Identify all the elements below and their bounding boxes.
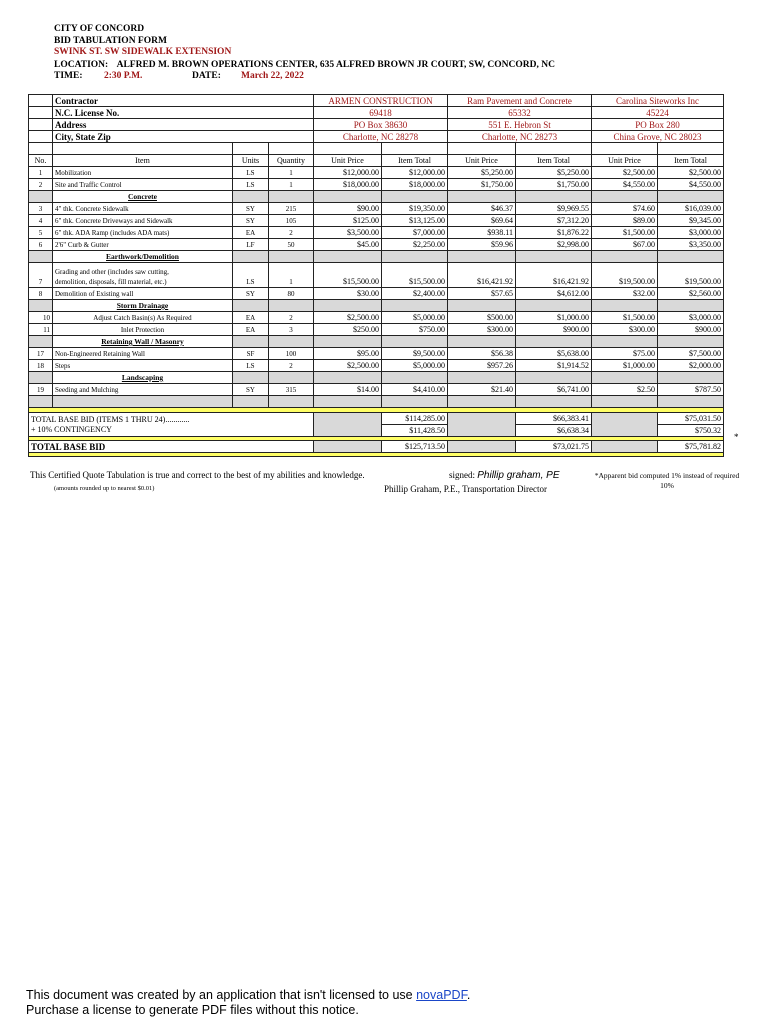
unit-price: $57.65 — [448, 288, 516, 300]
contractor-row — [29, 95, 724, 107]
table-row — [29, 324, 724, 336]
item-qty: 2 — [269, 227, 314, 239]
item-total: $7,312.20 — [516, 215, 592, 227]
item-total: $4,612.00 — [516, 288, 592, 300]
item-total: $13,125.00 — [382, 215, 448, 227]
item-total: $19,500.00 — [658, 263, 724, 288]
section-earthwork: Earthwork/Demolition — [53, 251, 233, 263]
item-desc-line-2: demolition, disposals, fill material, etc.) — [55, 278, 167, 286]
unit-price: $300.00 — [592, 324, 658, 336]
item-units: LS — [233, 263, 269, 288]
unit-price: $4,550.00 — [592, 179, 658, 191]
section-row — [29, 191, 724, 203]
item-no: 11 — [29, 324, 53, 336]
item-units: LS — [233, 360, 269, 372]
item-total: $3,000.00 — [658, 312, 724, 324]
date-label: DATE: — [192, 71, 221, 81]
contractor-3-city: China Grove, NC 28023 — [592, 131, 724, 143]
item-units: LS — [233, 167, 269, 179]
item-desc: Demolition of Existing wall — [53, 288, 233, 300]
unit-price: $957.26 — [448, 360, 516, 372]
item-total: $2,400.00 — [382, 288, 448, 300]
contractor-1-license: 69418 — [314, 107, 448, 119]
unit-price: $75.00 — [592, 348, 658, 360]
unit-price: $32.00 — [592, 288, 658, 300]
rounding-note: (amounts rounded up to nearest $0.01) — [54, 485, 155, 492]
table-row — [29, 360, 724, 372]
item-total: $787.50 — [658, 384, 724, 396]
item-qty: 1 — [269, 263, 314, 288]
item-desc-line-1: Grading and other (includes saw cutting, — [55, 268, 169, 276]
contingency-1: $11,428.50 — [382, 425, 448, 437]
item-desc: 6" thk. ADA Ramp (includes ADA mats) — [53, 227, 233, 239]
notice-line-2: Purchase a license to generate PDF files without this notice. — [26, 1003, 359, 1017]
item-total: $900.00 — [658, 324, 724, 336]
item-total: $6,741.00 — [516, 384, 592, 396]
table-row — [29, 312, 724, 324]
item-total: $2,998.00 — [516, 239, 592, 251]
unit-price: $2,500.00 — [314, 360, 382, 372]
table-row — [29, 288, 724, 300]
item-total: $18,000.00 — [382, 179, 448, 191]
item-desc: Non-Engineered Retaining Wall — [53, 348, 233, 360]
section-concrete: Concrete — [53, 191, 233, 203]
unit-price: $45.00 — [314, 239, 382, 251]
unit-price: $2,500.00 — [314, 312, 382, 324]
item-qty: 3 — [269, 324, 314, 336]
grand-total-2: $73,021.75 — [516, 441, 592, 453]
item-total: $2,000.00 — [658, 360, 724, 372]
item-total: $2,500.00 — [658, 167, 724, 179]
contractor-2-address: 551 E. Hebron St — [448, 119, 592, 131]
table-row — [29, 348, 724, 360]
unit-price: $500.00 — [448, 312, 516, 324]
item-qty: 80 — [269, 288, 314, 300]
time-value: 2:30 P.M. — [104, 71, 143, 81]
notice-period: . — [466, 988, 471, 1002]
item-total: $4,410.00 — [382, 384, 448, 396]
item-qty: 100 — [269, 348, 314, 360]
item-total: $1,750.00 — [516, 179, 592, 191]
table-row — [29, 227, 724, 239]
item-desc: Adjust Catch Basin(s) As Required — [53, 312, 233, 324]
col-item-total-3: Item Total — [658, 155, 724, 167]
city-title: CITY OF CONCORD — [54, 24, 145, 34]
col-quantity: Quantity — [269, 155, 314, 167]
item-no: 2 — [29, 179, 53, 191]
notice-line-1 — [26, 988, 470, 1003]
item-total: $900.00 — [516, 324, 592, 336]
unit-price: $18,000.00 — [314, 179, 382, 191]
item-total: $3,350.00 — [658, 239, 724, 251]
item-total: $5,000.00 — [382, 360, 448, 372]
item-qty: 1 — [269, 167, 314, 179]
item-no: 19 — [29, 384, 53, 396]
contractor-2-name: Ram Pavement and Concrete — [448, 95, 592, 107]
base-total-1: $114,285.00 — [382, 413, 448, 425]
col-no: No. — [29, 155, 53, 167]
unit-price: $16,421.92 — [448, 263, 516, 288]
unit-price: $12,000.00 — [314, 167, 382, 179]
date-value: March 22, 2022 — [241, 71, 304, 81]
unit-price: $938.11 — [448, 227, 516, 239]
unit-price: $95.00 — [314, 348, 382, 360]
unit-price: $1,500.00 — [592, 227, 658, 239]
empty-row — [29, 396, 724, 408]
unit-price: $2.50 — [592, 384, 658, 396]
base-bid-label: TOTAL BASE BID (ITEMS 1 THRU 24)............ — [31, 414, 190, 424]
item-total: $5,000.00 — [382, 312, 448, 324]
unit-price: $5,250.00 — [448, 167, 516, 179]
novapdf-link[interactable]: novaPDF — [416, 988, 467, 1002]
col-item-total-2: Item Total — [516, 155, 592, 167]
item-desc: Steps — [53, 360, 233, 372]
col-units: Units — [233, 155, 269, 167]
table-row — [29, 384, 724, 396]
contractor-3-address: PO Box 280 — [592, 119, 724, 131]
unit-price: $89.00 — [592, 215, 658, 227]
license-notice — [26, 988, 470, 1018]
unit-price: $15,500.00 — [314, 263, 382, 288]
grand-total-3: $75,781.82 — [658, 441, 724, 453]
item-total: $750.00 — [382, 324, 448, 336]
base-bid-row — [29, 413, 724, 425]
item-qty: 1 — [269, 179, 314, 191]
table-row — [29, 239, 724, 251]
item-no: 3 — [29, 203, 53, 215]
license-row — [29, 107, 724, 119]
unit-price: $1,750.00 — [448, 179, 516, 191]
contractor-2-license: 65332 — [448, 107, 592, 119]
total-base-bid-row — [29, 441, 724, 453]
item-units: EA — [233, 227, 269, 239]
item-no: 7 — [29, 263, 53, 288]
unit-price: $19,500.00 — [592, 263, 658, 288]
item-no: 18 — [29, 360, 53, 372]
unit-price: $14.00 — [314, 384, 382, 396]
item-total: $9,969.55 — [516, 203, 592, 215]
notice-text: This document was created by an application that isn't licensed to use — [26, 988, 417, 1002]
grand-total-1: $125,713.50 — [382, 441, 448, 453]
unit-price: $300.00 — [448, 324, 516, 336]
item-qty: 315 — [269, 384, 314, 396]
item-desc: Site and Traffic Control — [53, 179, 233, 191]
apparent-bid-note: *Apparent bid computed 1% instead of required 10% — [594, 471, 740, 490]
item-qty: 2 — [269, 360, 314, 372]
item-no: 10 — [29, 312, 53, 324]
contractor-3-name: Carolina Siteworks Inc — [592, 95, 724, 107]
item-total: $15,500.00 — [382, 263, 448, 288]
signer-name: Phillip Graham, P.E., Transportation Director — [384, 484, 547, 494]
item-units: LF — [233, 239, 269, 251]
item-total: $5,250.00 — [516, 167, 592, 179]
item-total: $5,638.00 — [516, 348, 592, 360]
item-units: EA — [233, 324, 269, 336]
contingency-2: $6,638.34 — [516, 425, 592, 437]
item-desc: 2'6" Curb & Gutter — [53, 239, 233, 251]
item-desc: 4" thk. Concrete Sidewalk — [53, 203, 233, 215]
city-row — [29, 131, 724, 143]
unit-price: $3,500.00 — [314, 227, 382, 239]
item-qty: 50 — [269, 239, 314, 251]
item-total: $4,550.00 — [658, 179, 724, 191]
total-base-bid-label: TOTAL BASE BID — [29, 441, 314, 453]
unit-price: $1,000.00 — [592, 360, 658, 372]
item-total: $7,500.00 — [658, 348, 724, 360]
section-row — [29, 372, 724, 384]
section-row — [29, 300, 724, 312]
column-header-row — [29, 155, 724, 167]
spacer-row — [29, 143, 724, 155]
location-label: LOCATION: — [54, 60, 109, 70]
item-no: 17 — [29, 348, 53, 360]
item-no: 1 — [29, 167, 53, 179]
item-total: $3,000.00 — [658, 227, 724, 239]
item-desc: Seeding and Mulching — [53, 384, 233, 396]
address-label: Address — [53, 119, 314, 131]
item-total: $2,560.00 — [658, 288, 724, 300]
certification-text: This Certified Quote Tabulation is true and correct to the best of my abilities and knowledge. — [30, 470, 365, 480]
item-total: $19,350.00 — [382, 203, 448, 215]
time-line — [54, 70, 304, 82]
unit-price: $67.00 — [592, 239, 658, 251]
table-row — [29, 203, 724, 215]
item-total: $12,000.00 — [382, 167, 448, 179]
item-qty: 215 — [269, 203, 314, 215]
item-total: $1,914.52 — [516, 360, 592, 372]
item-total: $1,000.00 — [516, 312, 592, 324]
signed-label: signed: — [449, 470, 475, 480]
col-item: Item — [53, 155, 233, 167]
unit-price: $74.60 — [592, 203, 658, 215]
unit-price: $69.64 — [448, 215, 516, 227]
unit-price: $125.00 — [314, 215, 382, 227]
table-row — [29, 179, 724, 191]
item-desc: 6" thk. Concrete Driveways and Sidewalk — [53, 215, 233, 227]
item-units: SY — [233, 384, 269, 396]
contingency-3: $750.32 — [658, 425, 724, 437]
item-total: $2,250.00 — [382, 239, 448, 251]
item-total: $16,421.92 — [516, 263, 592, 288]
item-no: 8 — [29, 288, 53, 300]
section-row — [29, 251, 724, 263]
unit-price: $30.00 — [314, 288, 382, 300]
item-total: $9,500.00 — [382, 348, 448, 360]
item-no: 5 — [29, 227, 53, 239]
item-units: SY — [233, 215, 269, 227]
item-no: 4 — [29, 215, 53, 227]
contractor-1-name: ARMEN CONSTRUCTION — [314, 95, 448, 107]
license-label: N.C. License No. — [53, 107, 314, 119]
base-bid-labels — [29, 413, 314, 437]
location-value: ALFRED M. BROWN OPERATIONS CENTER, 635 ALFRED BROWN JR COURT, SW, CONCORD, NC — [116, 60, 555, 70]
base-total-3: $75,031.50 — [658, 413, 724, 425]
item-qty: 2 — [269, 312, 314, 324]
unit-price: $250.00 — [314, 324, 382, 336]
item-units: LS — [233, 179, 269, 191]
yellow-separator — [29, 453, 724, 457]
contractor-3-license: 45224 — [592, 107, 724, 119]
item-total: $7,000.00 — [382, 227, 448, 239]
unit-price: $59.96 — [448, 239, 516, 251]
item-units: SY — [233, 288, 269, 300]
section-storm-drainage: Storm Drainage — [53, 300, 233, 312]
item-total: $9,345.00 — [658, 215, 724, 227]
contractor-1-address: PO Box 38630 — [314, 119, 448, 131]
address-row — [29, 119, 724, 131]
unit-price: $1,500.00 — [592, 312, 658, 324]
col-unit-price-3: Unit Price — [592, 155, 658, 167]
signature: Phillip graham, PE — [477, 470, 560, 481]
item-qty: 105 — [269, 215, 314, 227]
item-total: $16,039.00 — [658, 203, 724, 215]
table-row — [29, 167, 724, 179]
contractor-2-city: Charlotte, NC 28273 — [448, 131, 592, 143]
section-landscaping: Landscaping — [53, 372, 233, 384]
base-total-2: $66,383.41 — [516, 413, 592, 425]
table-row — [29, 263, 724, 288]
table-row — [29, 215, 724, 227]
unit-price: $46.37 — [448, 203, 516, 215]
item-total: $1,876.22 — [516, 227, 592, 239]
item-no: 6 — [29, 239, 53, 251]
project-title: SWINK ST. SW SIDEWALK EXTENSION — [54, 47, 232, 57]
item-units: SY — [233, 203, 269, 215]
col-unit-price-1: Unit Price — [314, 155, 382, 167]
bid-table — [28, 94, 724, 457]
col-item-total-1: Item Total — [382, 155, 448, 167]
city-label: City, State Zip — [53, 131, 314, 143]
item-desc: Mobilization — [53, 167, 233, 179]
unit-price: $21.40 — [448, 384, 516, 396]
item-units: EA — [233, 312, 269, 324]
item-units: SF — [233, 348, 269, 360]
unit-price: $56.38 — [448, 348, 516, 360]
unit-price: $2,500.00 — [592, 167, 658, 179]
form-title: BID TABULATION FORM — [54, 36, 167, 46]
time-label: TIME: — [54, 71, 83, 81]
signature-line — [449, 470, 560, 481]
unit-price: $90.00 — [314, 203, 382, 215]
item-desc: Inlet Protection — [53, 324, 233, 336]
contractor-1-city: Charlotte, NC 28278 — [314, 131, 448, 143]
contractor-label: Contractor — [53, 95, 314, 107]
col-unit-price-2: Unit Price — [448, 155, 516, 167]
asterisk-mark: * — [734, 432, 739, 442]
section-retaining-wall: Retaining Wall / Masonry — [53, 336, 233, 348]
contingency-label: + 10% CONTINGENCY — [31, 424, 112, 434]
item-desc — [53, 263, 233, 288]
section-row — [29, 336, 724, 348]
